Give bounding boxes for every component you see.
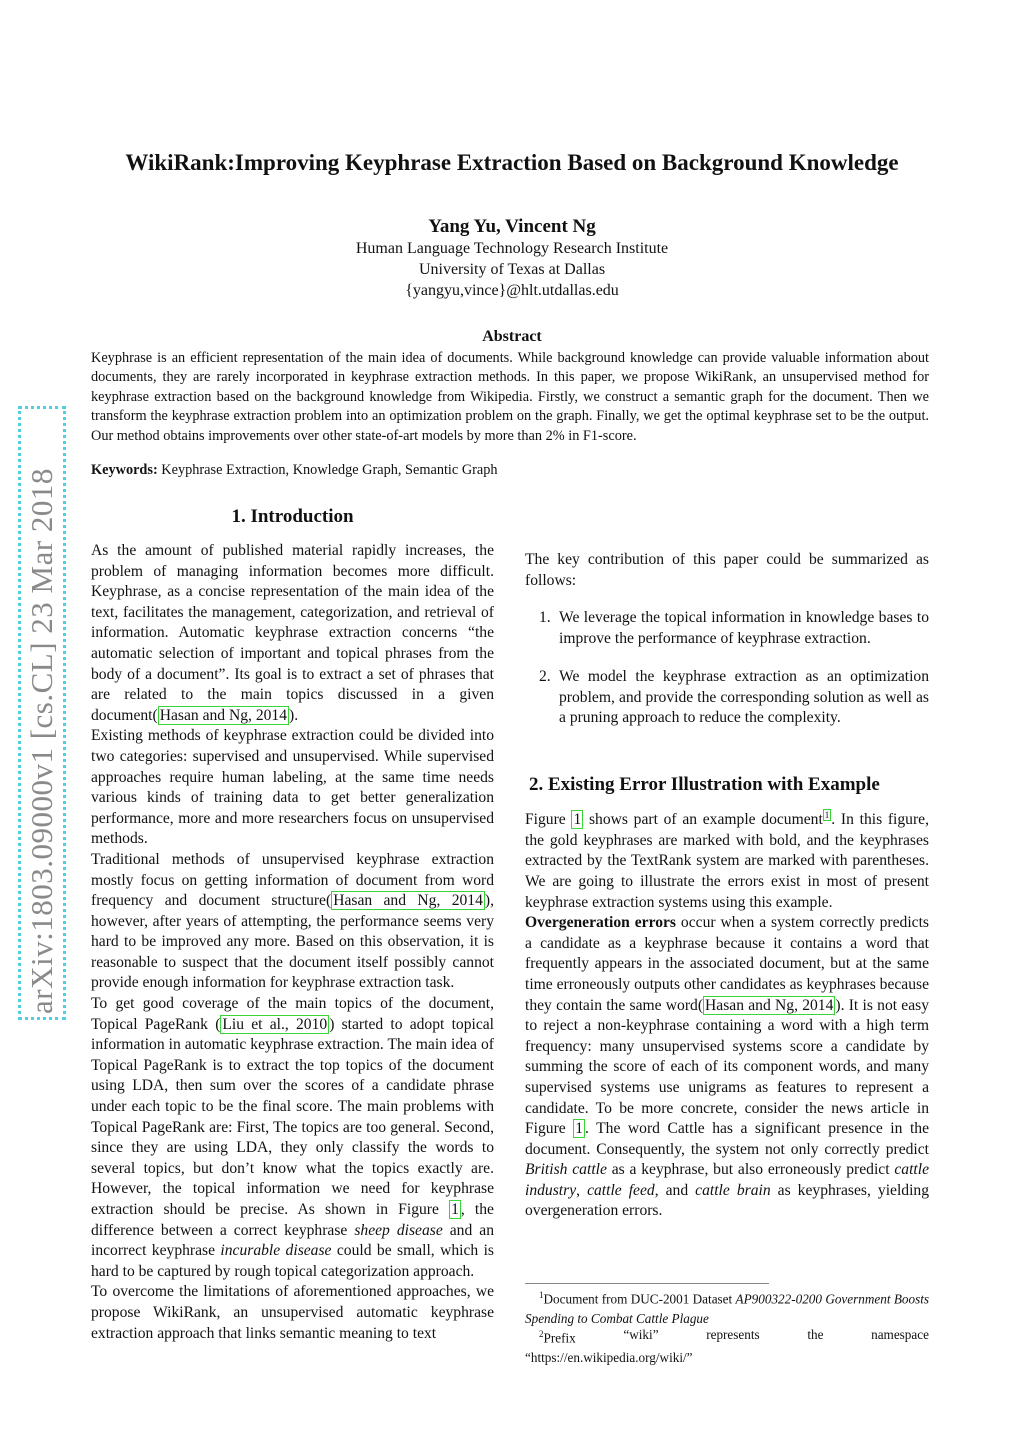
- intro-p4-text-2: ) started to adopt topical information in automatic keyphrase extraction. The main idea of Topical PageRank is to extract the top topics of the document using LDA, then sum over the scores of a candidate phrase under each topic to be the final score. The main problems with Topical PageRank are: First, The topics are too general. Second, since they are using LDA, they only classify the words to several topics, but don’t know what the topics exactly are. However, the topical information we need for keyphrase extraction should be precise. As shown in Figure: [91, 1015, 495, 1218]
- arxiv-identifier[interactable]: arXiv:1803.09000v1 [cs.CL] 23 Mar 2018: [24, 468, 59, 1014]
- intro-p4-text-5: could be small, which is hard to be captured by rough topical categorization approach.: [91, 1242, 494, 1280]
- s2-p2-text-3: . The word Cattle has a significant presence in the document. Consequently, the system not only correctly predict: [525, 1120, 929, 1158]
- intro-paragraph-1: As the amount of published material rapidly increases, the problem of managing information becomes more difficult. Keyphrase, as a concise representation of the main idea of the text, facilitates the management, categorization, and retrieval of information. Automatic keyphrase extraction concerns “the automatic selection of important and topical phrases from the body of a document”. Its goal is to extract a set of phrases that are related to the main topics discussed in a given document( Hasan and Ng, 2014 ).: [91, 542, 494, 724]
- footnote-2-line-1: [525, 1325, 929, 1348]
- contribution-number: 2.: [539, 668, 551, 686]
- intro-p4-text-4: and an incorrect keyphrase: [91, 1221, 495, 1260]
- footnote-2-word-1: Prefix: [543, 1330, 576, 1346]
- figure-1-ref[interactable]: 1: [451, 1201, 459, 1218]
- s2-p1-text: Figure: [525, 811, 572, 829]
- footnote-2-word-5: namespace: [871, 1327, 929, 1342]
- intro-p3-end: ), however, after years of attempting, the performance seems very hard to be improved any more. Based on this observation, it is reasonable to suspect that the document itself possibly cannot provide enough information for keyphrase extraction task.: [91, 892, 494, 992]
- figure-1-ref[interactable]: 1: [575, 1120, 584, 1138]
- citation-hasan-ng-2014[interactable]: Hasan and Ng, 2014: [705, 996, 834, 1014]
- abstract-text: Keyphrase is an efficient representation of the main idea of documents. While background knowledge can provide valuable information about documents, they are rarely incorporated in keyphrase extraction methods. In this paper, we propose WikiRank, an unsupervised method for keyphrase extraction based on the background knowledge from Wikipedia. Firstly, we construct a semantic graph for the document. Then we transform the keyphrase extraction problem into an optimization problem on the graph. Finally, we get the optimal keyphrase set to be the output. Our method obtains improvements over other state-of-art models by more than 2% in F1-score.: [91, 350, 929, 444]
- footnote-2: [525, 1325, 929, 1367]
- contribution-item: [525, 667, 929, 729]
- intro-p4-text-3: , the difference between a correct keyphrase: [91, 1201, 494, 1239]
- footnote-2-url[interactable]: “https://en.wikipedia.org/wiki/”: [525, 1349, 693, 1365]
- s2-p2-text-7: as keyphrases, yielding overgeneration errors.: [525, 1181, 929, 1220]
- contribution-item: [525, 608, 929, 649]
- s2-p2-text-2: ). It is not easy to reject a non-keyphrase containing a word with a high term frequency: many unsupervised systems score a candidate by summing the score of each of its component words, and many supervised systems use unigrams as features to represent a candidate. To be more concrete, consider the news article in Figure: [525, 996, 930, 1138]
- footnote-2-marker: 2: [539, 1329, 544, 1339]
- citation-hasan-ng-2014[interactable]: Hasan and Ng, 2014: [333, 892, 483, 910]
- footnote-2-word-2: “wiki”: [623, 1327, 659, 1342]
- footnote-2-word-3: represents: [706, 1327, 760, 1342]
- intro-p1-text: As the amount of published material rapidly increases, the problem of managing information becomes more difficult. Keyphrase, as a concise representation of the main idea of the text, facilitates the management, categorization, and retrieval of information. Automatic keyphrase extraction concerns “the automatic selection of important and topical phrases from the body of a document”. Its goal is to extract a set of phrases that are related to the main topics discussed in a given document: [91, 542, 494, 724]
- intro-p4-text: To get good coverage of the main topics of the document, Topical PageRank (: [91, 995, 494, 1033]
- s2-p1-text-2: shows part of an example document: [583, 811, 823, 829]
- example-cattle-brain: cattle brain: [695, 1181, 771, 1199]
- affiliation-institute: Human Language Technology Research Institute: [355, 240, 669, 257]
- example-incurable-disease: incurable disease: [220, 1242, 332, 1260]
- example-cattle-feed: cattle feed: [587, 1181, 655, 1199]
- intro-paragraph-5: To overcome the limitations of aforementioned approaches, we propose WikiRank, an unsupervised automatic keyphrase extraction approach that links semantic meaning to text: [91, 1283, 494, 1342]
- section-heading-existing-error: 2. Existing Error Illustration with Example: [529, 774, 880, 795]
- contribution-text: We leverage the topical information in knowledge bases to improve the performance of keyphrase extraction.: [559, 609, 929, 647]
- section2-paragraph-2: [525, 913, 929, 1222]
- contributions: [525, 608, 929, 729]
- s2-p2-text-6: , and: [654, 1181, 696, 1199]
- footnote-1-marker: 1: [539, 1290, 544, 1300]
- footnote-divider: [525, 1283, 769, 1284]
- footnote-1-title: AP900322-0200 Government Boosts Spending to Combat Cattle Plague: [525, 1291, 929, 1326]
- example-cattle-industry: cattle industry: [525, 1161, 929, 1199]
- section2-body: [525, 805, 929, 1222]
- intro-paragraph-4: [91, 994, 494, 1282]
- section-heading-introduction: 1. Introduction: [231, 506, 354, 527]
- keywords: [91, 462, 929, 479]
- intro-paragraph-2: Existing methods of keyphrase extraction could be divided into two categories: supervised and unsupervised. While supervised approaches require human labeling, at the same time needs various kinds of training data to get better generalization performance, more and more researchers focus on unsupervised methods.: [91, 727, 494, 848]
- footnote-1-text: Document from DUC-2001 Dataset: [543, 1291, 736, 1307]
- example-sheep-disease: sheep disease: [354, 1221, 443, 1239]
- contribution-intro: The key contribution of this paper could be summarized as follows:: [525, 551, 929, 589]
- affiliation-university: University of Texas at Dallas: [418, 261, 606, 278]
- keywords-list: Keyphrase Extraction, Knowledge Graph, Semantic Graph: [157, 462, 498, 478]
- overgeneration-errors-label: Overgeneration errors: [525, 914, 676, 932]
- s2-p2-text-4: as a keyphrase, but also erroneously predict: [606, 1161, 895, 1179]
- contribution-number: 1.: [539, 609, 551, 626]
- footnote-2-word-4: the: [807, 1327, 824, 1342]
- example-british-cattle: British cattle: [525, 1161, 607, 1179]
- s2-p1-text-3: . In this figure, the gold keyphrases are marked with bold, and the keyphrases extracted by the TextRank system are marked with parentheses. We are going to illustrate the errors exist in most of present keyphrase extraction systems using this example.: [525, 811, 929, 911]
- figure-1-ref[interactable]: 1: [573, 811, 582, 829]
- footnote-2-prefix: [525, 1325, 576, 1348]
- citation-liu-2010[interactable]: Liu et al., 2010: [222, 1015, 328, 1033]
- abstract-heading: Abstract: [482, 328, 542, 345]
- s2-p2-text: occur when a system correctly predicts a candidate as a keyphrase because it contains a word that frequently appears in the associated document, but at the same time erroneously outputs other candidates as keyphrases because they contain the same word(: [525, 914, 930, 1014]
- intro-paragraph-3: Traditional methods of unsupervised keyphrase extraction mostly focus on getting information of document from word frequency and document structure( Hasan and Ng, 2014 ), however, after years of attempting, the performance seems very hard to be improved any more. Based on this observation, it is reasonable to suspect that the document itself possibly cannot provide enough information for keyphrase extraction task.: [91, 850, 494, 992]
- citation-hasan-ng-2014[interactable]: Hasan and Ng, 2014: [159, 706, 288, 724]
- author-email: {yangyu,vince}@hlt.utdallas.edu: [405, 282, 619, 299]
- paper-authors: Yang Yu, Vincent Ng: [428, 216, 596, 237]
- keywords-label: Keywords:: [91, 462, 158, 478]
- intro-p1-end: ).: [289, 706, 299, 724]
- footnote-1-ref[interactable]: 1: [824, 810, 830, 820]
- footnote-1: [525, 1286, 929, 1328]
- intro-p3-text: Traditional methods of unsupervised keyphrase extraction mostly focus on getting information of document from word frequency and document structure: [91, 850, 494, 910]
- contribution-list: [525, 608, 929, 747]
- s2-p2-text-5: ,: [576, 1181, 588, 1199]
- section2-paragraph-1: [525, 805, 929, 913]
- left-column-body: [91, 541, 494, 1344]
- paper-title: WikiRank:Improving Keyphrase Extraction Based on Background Knowledge: [125, 150, 899, 175]
- contribution-text: We model the keyphrase extraction as an optimization problem, and provide the corresponding solution as well as a pruning approach to reduce the complexity.: [559, 668, 929, 727]
